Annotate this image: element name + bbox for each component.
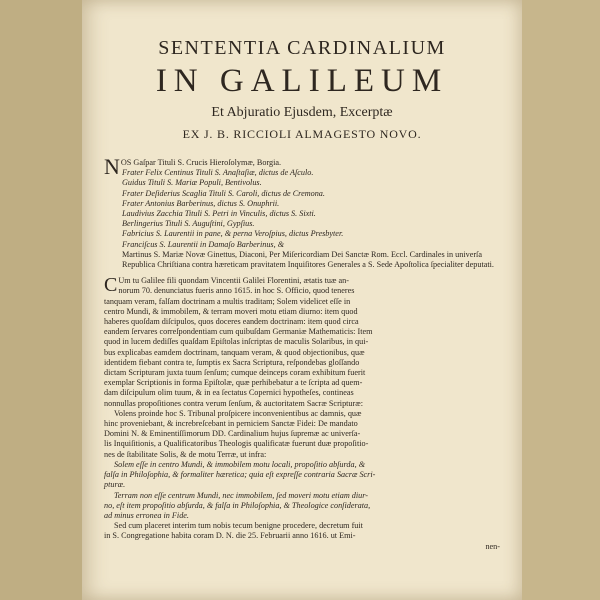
proposition-line: ad minus erronea in Fide.	[104, 510, 189, 520]
cardinal-line: OS Gaſpar Tituli S. Crucis Hieroſolymæ, Borgia.	[120, 158, 282, 167]
book-edge-left	[0, 0, 82, 600]
text-line: dictam Scripturam juxta tuum ſenſum; cumque deinceps coram exhibitum fuerit	[104, 368, 366, 378]
sentence-text	[104, 276, 500, 551]
text-line: hinc proveniebant, & increbreſcebant in perniciem Sanctæ Fidei: De mandato	[104, 419, 358, 429]
proposition-line: Terram non eſſe centrum Mundi, nec immobilem, ſed moveri motu etiam diur-	[114, 490, 368, 500]
text-line: Volens proinde hoc S. Tribunal proſpicere inconvenientibus ac damnis, quæ	[114, 408, 362, 418]
text-line: Um tu Galilee fili quondam Vincentii Galilei Florentini, ætatis tuæ an-	[118, 276, 349, 286]
cardinal-line: Berlingerius Tituli S. Auguſtini, Gypſius.	[122, 219, 255, 229]
text-line: eandem ſervares correſpondentiam cum quibuſdam Germaniæ Mathematicis: Item	[104, 327, 373, 337]
cardinal-line: Fabricius S. Laurentii in pane, & perna Veroſpius, dictus Presbyter.	[122, 229, 344, 239]
cardinal-line: Frater Felix Centinus Tituli S. Anaſtaſiæ, dictus de Aſculo.	[122, 168, 314, 178]
proposition-line: falſa in Philoſophia, & formaliter hæretica; quia eſt expreſſe contraria Sacræ Scri-	[104, 470, 376, 480]
text-line: bus explicabas eamdem doctrinam, tanquam veram, & quod objectionibus, quæ	[104, 347, 365, 357]
text-line: nonnullas propoſitiones contra verum ſenſum, & auctoritatem Sacræ Scripturæ:	[104, 398, 363, 408]
text-line: Domini N. & Eminentiſſimorum DD. Cardinalium hujus ſupremæ ac univerſa-	[104, 429, 361, 439]
cardinal-line: Guidus Tituli S. Mariæ Populi, Bentivolus.	[122, 178, 262, 188]
cardinal-line: Laudivius Zacchia Tituli S. Petri in Vinculis, dictus S. Sixti.	[122, 209, 316, 219]
proposition-line: no, eſt item propoſitio abſurda, & falſa in Philoſophia, & Theologice conſiderata,	[104, 500, 371, 510]
text-line: Sed cum placeret interim tum nobis tecum benigne procedere, decretum fuit	[114, 521, 363, 531]
drop-cap-c: C	[104, 274, 118, 297]
text-line: quod in lucem dediſſes quaſdam Epiſtolas inſcriptas de maculis Solaribus, in qui-	[104, 337, 369, 347]
heading-source: EX J. B. RICCIOLI ALMAGESTO NOVO.	[182, 127, 422, 141]
text-line: haberes quoſdam diſcipulos, quos doceres eandem doctrinam: item quod circa	[104, 317, 359, 327]
proposition-line: Solem eſſe in centro Mundi, & immobilem motu locali, propoſitio abſurda, &	[114, 459, 366, 469]
text-line: dam diſcipulum olim tuum, & in ea ſectatus Copernici hypotheſes, contineas	[104, 388, 354, 398]
text-line: in S. Congregatione habita coram D. N. die 25. Februarii anno 1616. ut Emi-	[104, 531, 356, 541]
heading-title: IN GALILEUM	[155, 63, 449, 99]
text-line: tanquam veram, falſam doctrinam a multis traditam; Solem videlicet eſſe in	[104, 296, 351, 306]
book-edge-right	[522, 0, 600, 600]
cardinals-list	[104, 154, 500, 270]
page-content	[104, 36, 500, 552]
text-line: exemplar Scriptionis in forma Epiſtolæ, quæ perhibebatur a te ſcripta ad quem-	[104, 378, 363, 388]
cardinal-line: Frater Antonius Barberinus, dictus S. Onuphrii.	[122, 198, 280, 208]
text-line: nes de ſtabilitate Solis, & de motu Terræ, ut infra:	[104, 449, 267, 459]
heading-line-1: SENTENTIA CARDINALIUM	[158, 37, 446, 59]
proposition-line: pturæ.	[104, 480, 126, 490]
text-line: norum 70. denunciatus fueris anno 1615. in hoc S. Officio, quod teneres	[118, 286, 355, 296]
text-line: identidem fiebant contra te, ſumptis ex Sacra Scriptura, reſpondebas gloſſando	[104, 357, 360, 367]
text-line: lis Inquiſitionis, a Qualificatoribus Theologis qualificatæ fuerunt duæ propoſitio-	[104, 439, 369, 449]
cardinal-line: Franciſcus S. Laurentii in Damaſo Barberinus, &	[122, 239, 285, 249]
catchword: nen-	[485, 541, 500, 551]
text-line: centro Mundi, & immobilem, & terram moveri motu etiam diurno: item quod	[104, 306, 358, 316]
cardinal-line: Frater Deſiderius Scaglia Tituli S. Caroli, dictus de Cremona.	[122, 188, 325, 198]
drop-cap-n: N	[104, 154, 120, 179]
cardinal-line: Martinus S. Mariæ Novæ Ginettus, Diaconi, Per Miſericordiam Dei Sanctæ Rom. Eccl. Cardinales in univerſa Republica Chriſtiana contra hæreticam pravitatem Inquiſitores Generales a S. Sede Apoſtolica ſpecialiter deputati.	[122, 249, 494, 270]
book-page	[82, 0, 522, 600]
heading-subtitle: Et Abjuratio Ejusdem, Excerptæ	[211, 105, 393, 120]
